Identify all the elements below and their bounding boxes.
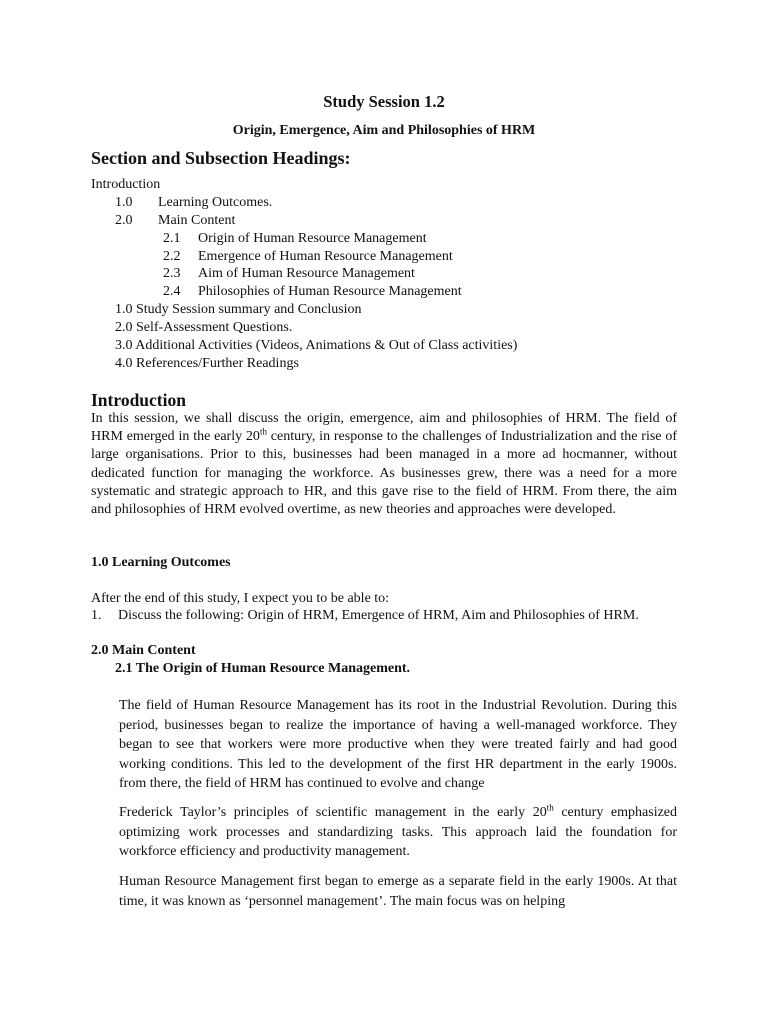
learning-outcomes-heading: 1.0 Learning Outcomes	[91, 555, 231, 570]
toc-item-number: 2.2	[163, 248, 181, 264]
introduction-heading: Introduction	[91, 390, 186, 410]
superscript: th	[259, 426, 267, 437]
toc-item-text: Origin of Human Resource Management	[198, 230, 427, 246]
main-content-heading: 2.0 Main Content	[91, 643, 196, 658]
toc-item-number: 2.3	[163, 266, 181, 282]
origin-subheading: 2.1 The Origin of Human Resource Management.	[115, 661, 411, 676]
toc-item-text: Main Content	[158, 212, 236, 228]
paragraph-text: Frederick Taylor’s principles of scientific management in the early 20	[119, 805, 547, 820]
toc-item-number: 2.4	[163, 284, 181, 300]
list-item-number: 1.	[91, 608, 102, 623]
toc-item-text: 1.0 Study Session summary and Conclusion	[115, 302, 362, 318]
paragraph-text: century, in response to the challenges of Industrialization and the rise of large organisations. Prior to this, businesses had been managed in a more ad hocmanner, without dedicated function for managing the workforce. As businesses grew, there was a need for a more systematic and strategic approach to HR, and this gave rise to the field of HRM. From there, the aim and philosophies of HRM evolved overtime, as new theories and approaches were developed.	[91, 429, 677, 518]
page-title: Study Session 1.2	[323, 92, 445, 111]
introduction-paragraph	[91, 410, 677, 519]
toc-item-text: 3.0 Additional Activities (Videos, Animations & Out of Class activities)	[115, 338, 518, 354]
toc-item-number: 1.0	[115, 194, 133, 210]
list-item-text: Discuss the following: Origin of HRM, Emergence of HRM, Aim and Philosophies of HRM.	[118, 608, 639, 623]
toc-item-text: Introduction	[91, 177, 161, 192]
toc-item-number: 2.0	[115, 212, 133, 228]
toc-item-text: 4.0 References/Further Readings	[115, 355, 299, 371]
body-paragraph	[119, 803, 677, 862]
body-paragraph: Human Resource Management first began to emerge as a separate field in the early 1900s. At that time, it was known as ‘personnel management’. The main focus was on helping	[119, 874, 677, 909]
toc-item-number: 2.1	[163, 230, 181, 246]
paragraph-text: In this session, we shall discuss the origin, emergence, aim and philosophies of HRM. The field of HRM emerged in the early 20	[91, 411, 677, 445]
toc-item-text: Philosophies of Human Resource Management	[198, 284, 462, 300]
toc-item-text: Learning Outcomes.	[158, 194, 273, 210]
toc-item-text: Emergence of Human Resource Management	[198, 248, 453, 264]
section-heading: Section and Subsection Headings:	[91, 148, 351, 168]
page-subtitle: Origin, Emergence, Aim and Philosophies of HRM	[232, 123, 536, 138]
toc-item-text: 2.0 Self-Assessment Questions.	[115, 320, 293, 336]
body-paragraph: The field of Human Resource Management has its root in the Industrial Revolution. During this period, businesses began to realize the importance of having a well-managed workforce. They began to see that workers were more productive when they were treated fairly and had good working conditions. This led to the development of the first HR department in the early 1900s. from there, the field of HRM has continued to evolve and change	[119, 698, 677, 792]
superscript: th	[546, 802, 554, 813]
paragraph-text: century emphasized optimizing work processes and standardizing tasks. This approach laid the foundation for workforce efficiency and productivity management.	[119, 805, 678, 860]
toc-item-text: Aim of Human Resource Management	[198, 266, 415, 282]
learning-outcomes-intro: After the end of this study, I expect you to be able to:	[91, 591, 390, 606]
